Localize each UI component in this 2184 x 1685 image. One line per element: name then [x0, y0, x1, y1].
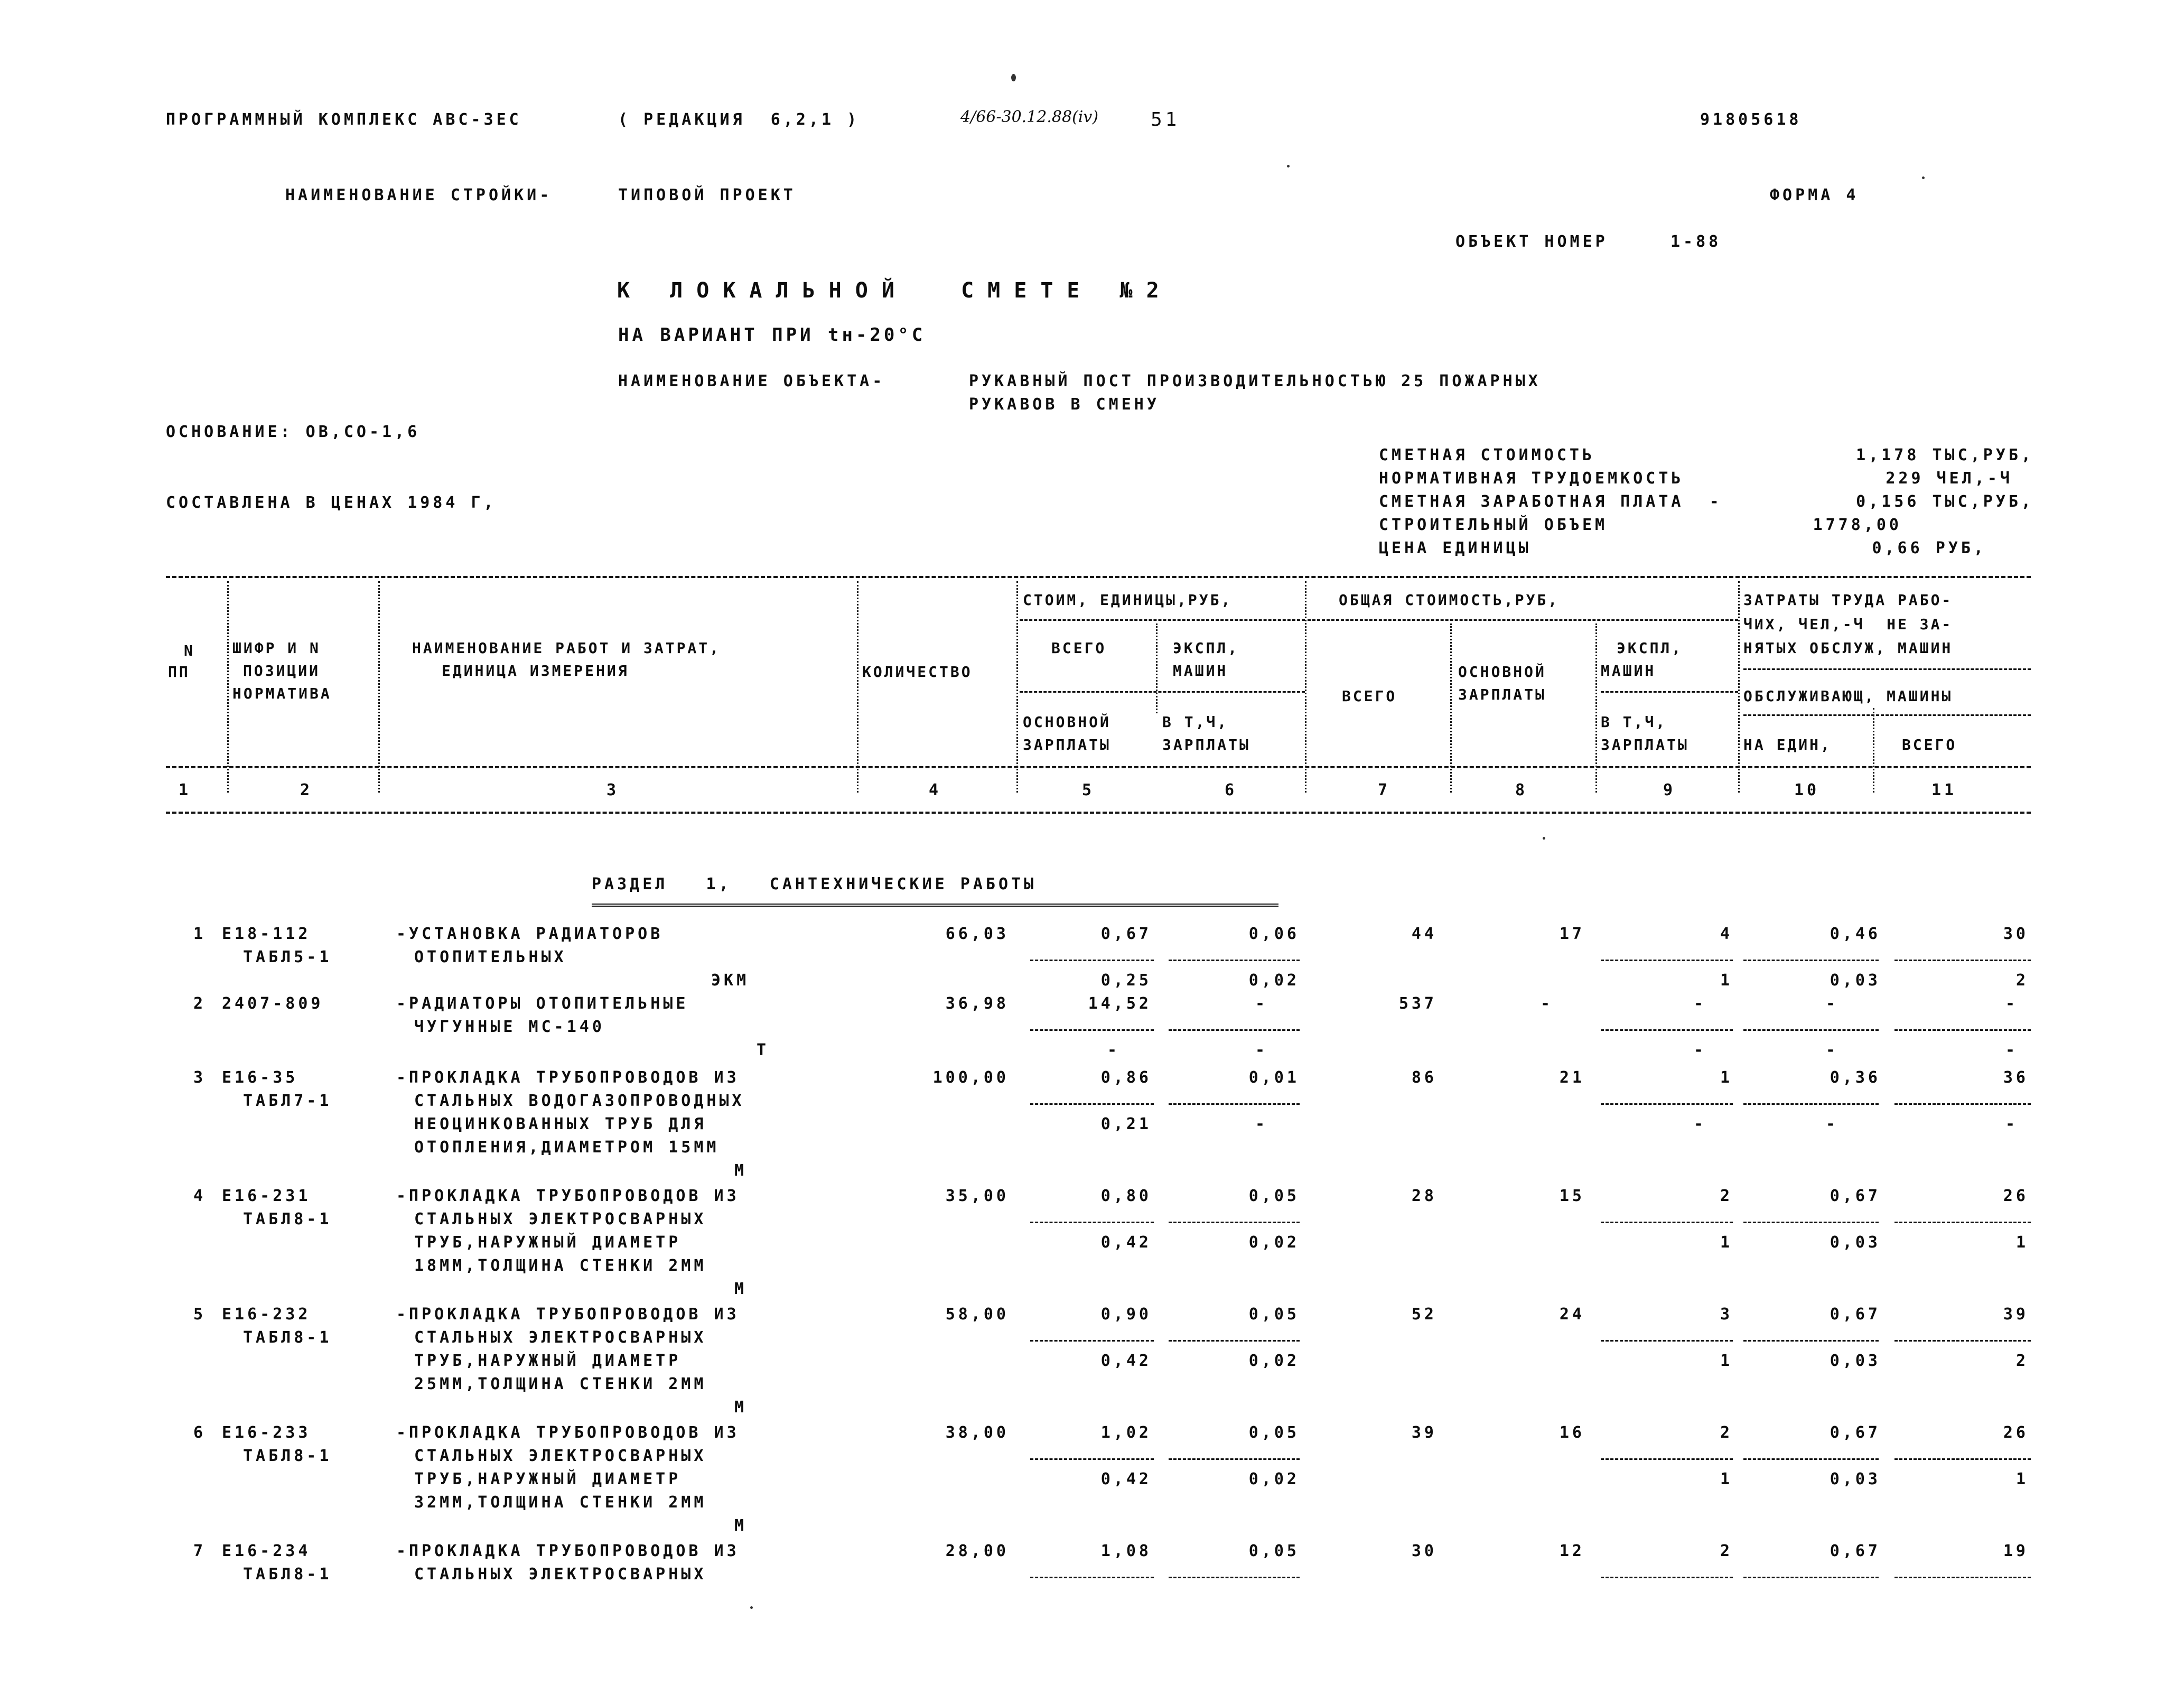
column-number: 4: [928, 781, 942, 799]
row-total-wages: 16: [1559, 1423, 1585, 1442]
row-name: СТАЛЬНЫХ ЭЛЕКТРОСВАРНЫХ: [414, 1328, 707, 1347]
row-number: 4: [193, 1187, 206, 1205]
row-name: 32ММ,ТОЛЩИНА СТЕНКИ 2ММ: [414, 1493, 707, 1512]
row-total-machine-wages: -: [1693, 1115, 1706, 1133]
row-total-machines: 2: [1720, 1187, 1733, 1205]
row-name: СТАЛЬНЫХ ЭЛЕКТРОСВАРНЫХ: [414, 1565, 707, 1584]
row-code-table: ТАБЛ8-1: [243, 1328, 332, 1347]
row-unit-cost-machines: 0,05: [1248, 1423, 1300, 1442]
row-sub-rule: [1169, 1577, 1300, 1578]
row-unit: М: [734, 1161, 748, 1180]
row-unit-wages: 0,21: [1100, 1115, 1152, 1133]
edition-handwritten-note: 4/66-30.12.88(iv): [960, 108, 1099, 126]
row-name: 25ММ,ТОЛЩИНА СТЕНКИ 2ММ: [414, 1375, 707, 1393]
row-code-table: ТАБЛ8-1: [243, 1565, 332, 1584]
row-name: ЧУГУННЫЕ МС-140: [414, 1018, 605, 1036]
col8-header: ОСНОВНОЙ: [1458, 663, 1546, 681]
row-name: ТРУБ,НАРУЖНЫЙ ДИАМЕТР: [414, 1470, 682, 1488]
row-machine-labor-per-unit: 0,03: [1830, 1470, 1881, 1488]
col11-header: ВСЕГО: [1902, 736, 1957, 753]
row-labor-total: 30: [2003, 925, 2029, 943]
col10-11-subheader: ОБСЛУЖИВАЮЩ, МАШИНЫ: [1743, 687, 1953, 705]
row-number: 5: [193, 1305, 206, 1324]
row-qty: 28,00: [945, 1542, 1009, 1560]
row-machine-labor-per-unit: 0,03: [1830, 1233, 1881, 1252]
row-sub-rule: [1601, 1458, 1733, 1460]
row-sub-rule: [1743, 1577, 1879, 1578]
row-name: -ПРОКЛАДКА ТРУБОПРОВОДОВ ИЗ: [396, 1068, 740, 1087]
scan-speck: [1011, 74, 1016, 81]
row-machine-labor-total: 1: [2015, 1233, 2029, 1252]
row-name: СТАЛЬНЫХ ЭЛЕКТРОСВАРНЫХ: [414, 1210, 707, 1228]
row-total-machines: 2: [1720, 1423, 1733, 1442]
row-unit-cost-machines: 0,05: [1248, 1305, 1300, 1324]
row-total-wages: -: [1540, 994, 1553, 1013]
row-unit-cost-machines: -: [1255, 994, 1268, 1013]
row-name: СТАЛЬНЫХ ЭЛЕКТРОСВАРНЫХ: [414, 1447, 707, 1465]
scan-speck: [1922, 176, 1925, 179]
col9-header: ЭКСПЛ,: [1617, 639, 1683, 657]
row-name: ТРУБ,НАРУЖНЫЙ ДИАМЕТР: [414, 1233, 682, 1252]
row-name: -ПРОКЛАДКА ТРУБОПРОВОДОВ ИЗ: [396, 1187, 740, 1205]
row-total-wages: 21: [1559, 1068, 1585, 1087]
row-name: ТРУБ,НАРУЖНЫЙ ДИАМЕТР: [414, 1352, 682, 1370]
row-total-wages: 24: [1559, 1305, 1585, 1324]
row-total-machine-wages: 1: [1720, 1233, 1733, 1252]
row-name: -УСТАНОВКА РАДИАТОРОВ: [396, 925, 664, 943]
page-number: 51: [1151, 109, 1180, 131]
construction-value: ТИПОВОЙ ПРОЕКТ: [618, 186, 796, 204]
summary-value: 0,66 РУБ,: [1872, 539, 1986, 557]
col2-header: ПОЗИЦИИ: [243, 662, 321, 679]
row-sub-rule: [1030, 1340, 1154, 1342]
row-total-wages: 17: [1559, 925, 1585, 943]
prices-year: СОСТАВЛЕНА В ЦЕНАХ 1984 Г,: [166, 494, 497, 512]
row-total-wages: 15: [1559, 1187, 1585, 1205]
row-unit-cost-total: 1,02: [1100, 1423, 1152, 1442]
row-sub-rule: [1030, 1458, 1154, 1460]
row-code-table: ТАБЛ8-1: [243, 1447, 332, 1465]
row-unit-cost-machines: 0,01: [1248, 1068, 1300, 1087]
header-sub-rule: [1308, 619, 1738, 621]
header-sub-rule: [1601, 691, 1738, 693]
row-name: 18ММ,ТОЛЩИНА СТЕНКИ 2ММ: [414, 1256, 707, 1275]
row-sub-rule: [1894, 1103, 2031, 1105]
row-sub-rule: [1894, 1029, 2031, 1031]
scan-speck: [1543, 837, 1545, 840]
row-code: Е16-234: [222, 1542, 311, 1560]
row-sub-rule: [1030, 1029, 1154, 1031]
section-title: РАЗДЕЛ 1, САНТЕХНИЧЕСКИЕ РАБОТЫ: [592, 875, 1037, 893]
column-separator: [1305, 581, 1306, 793]
column-separator: [1016, 581, 1018, 793]
row-name: ОТОПИТЕЛЬНЫХ: [414, 948, 567, 966]
col6-header: ЭКСПЛ,: [1173, 639, 1239, 657]
row-unit-wages: 0,25: [1100, 971, 1152, 990]
row-unit-wages: 0,42: [1100, 1352, 1152, 1370]
row-total: 39: [1411, 1423, 1437, 1442]
summary-label: ЦЕНА ЕДИНИЦЫ: [1379, 539, 1532, 557]
row-unit-machine-wages: -: [1255, 1115, 1268, 1133]
row-sub-rule: [1169, 960, 1300, 961]
row-labor-total: -: [2005, 994, 2018, 1013]
col2-header: НОРМАТИВА: [232, 685, 332, 702]
row-number: 3: [193, 1068, 206, 1087]
summary-label: СМЕТНАЯ ЗАРАБОТНАЯ ПЛАТА -: [1379, 492, 1722, 511]
row-labor-total: 26: [2003, 1423, 2029, 1442]
col5-header: ОСНОВНОЙ: [1023, 713, 1111, 731]
row-total-machines: 4: [1720, 925, 1733, 943]
row-total-machine-wages: 1: [1720, 1470, 1733, 1488]
edition: ( РЕДАКЦИЯ 6,2,1 ): [618, 110, 860, 129]
row-sub-rule: [1030, 960, 1154, 961]
row-labor-total: 39: [2003, 1305, 2029, 1324]
header-bottom-rule: [166, 766, 2031, 768]
row-sub-rule: [1894, 1222, 2031, 1223]
row-code: 2407-809: [222, 994, 324, 1013]
col7-9-group-header: ОБЩАЯ СТОИМОСТЬ,РУБ,: [1339, 591, 1560, 609]
row-unit-cost-machines: 0,05: [1248, 1542, 1300, 1560]
summary-value: 1,178 ТЫС,РУБ,: [1856, 446, 2034, 464]
row-sub-rule: [1601, 1340, 1733, 1342]
row-sub-rule: [1601, 960, 1733, 961]
summary-label: НОРМАТИВНАЯ ТРУДОЕМКОСТЬ: [1379, 469, 1684, 488]
row-total-machine-wages: 1: [1720, 1352, 1733, 1370]
row-total: 30: [1411, 1542, 1437, 1560]
row-sub-rule: [1601, 1577, 1733, 1578]
col6-header: ЗАРПЛАТЫ: [1162, 736, 1250, 753]
column-number: 7: [1377, 781, 1391, 799]
row-sub-rule: [1169, 1103, 1300, 1105]
column-number: 11: [1931, 781, 1957, 799]
header-sub-rule: [1020, 691, 1305, 693]
row-labor-per-unit: -: [1825, 994, 1838, 1013]
col10-11-group-header: ЧИХ, ЧЕЛ,-Ч НЕ ЗА-: [1743, 616, 1953, 633]
row-sub-rule: [1743, 1458, 1879, 1460]
row-total: 44: [1411, 925, 1437, 943]
row-sub-rule: [1894, 1577, 2031, 1578]
basis: ОСНОВАНИЕ: ОВ,СО-1,6: [166, 423, 421, 441]
row-unit-cost-total: 14,52: [1088, 994, 1152, 1013]
row-labor-per-unit: 0,67: [1830, 1423, 1881, 1442]
row-unit-cost-total: 0,86: [1100, 1068, 1152, 1087]
row-total: 28: [1411, 1187, 1437, 1205]
summary-label: СТРОИТЕЛЬНЫЙ ОБЪЕМ: [1379, 516, 1608, 534]
row-total-machine-wages: 1: [1720, 971, 1733, 990]
doc-code: 91805618: [1700, 110, 1802, 129]
row-unit-machine-wages: 0,02: [1248, 971, 1300, 990]
header-sub-rule: [1743, 714, 2031, 716]
col10-11-group-header: НЯТЫХ ОБСЛУЖ, МАШИН: [1743, 639, 1953, 657]
column-separator: [1738, 581, 1740, 793]
table-top-rule: [166, 576, 2031, 578]
column-separator: [857, 581, 858, 793]
variant: НА ВАРИАНТ ПРИ tн-20°С: [618, 324, 926, 346]
col3-header: ЕДИНИЦА ИЗМЕРЕНИЯ: [442, 662, 629, 679]
row-code: Е16-231: [222, 1187, 311, 1205]
row-unit-wages: 0,42: [1100, 1470, 1152, 1488]
col2-header: ШИФР И N: [232, 639, 321, 657]
row-sub-rule: [1894, 1458, 2031, 1460]
row-total: 86: [1411, 1068, 1437, 1087]
summary-value: 1778,00: [1813, 516, 1902, 534]
row-qty: 58,00: [945, 1305, 1009, 1324]
row-name: НЕОЦИНКОВАННЫХ ТРУБ ДЛЯ: [414, 1115, 707, 1133]
column-number: 3: [606, 781, 620, 799]
column-number: 1: [178, 781, 192, 799]
summary-label: СМЕТНАЯ СТОИМОСТЬ: [1379, 446, 1595, 464]
row-sub-rule: [1743, 1222, 1879, 1223]
col4-header: КОЛИЧЕСТВО: [862, 663, 973, 681]
row-sub-rule: [1601, 1222, 1733, 1223]
row-labor-per-unit: 0,67: [1830, 1542, 1881, 1560]
row-qty: 35,00: [945, 1187, 1009, 1205]
row-labor-total: 19: [2003, 1542, 2029, 1560]
row-unit-machine-wages: 0,02: [1248, 1352, 1300, 1370]
row-total: 537: [1398, 994, 1437, 1013]
form-number: ФОРМА 4: [1770, 186, 1859, 204]
row-machine-labor-per-unit: -: [1825, 1115, 1838, 1133]
row-unit-machine-wages: 0,02: [1248, 1233, 1300, 1252]
row-sub-rule: [1169, 1458, 1300, 1460]
header-sub-rule: [1743, 668, 2031, 670]
col9-header: МАШИН: [1601, 662, 1656, 679]
row-code-table: ТАБЛ7-1: [243, 1092, 332, 1110]
col1-header: N: [184, 642, 195, 659]
column-number: 9: [1663, 781, 1676, 799]
col6-header: МАШИН: [1173, 662, 1228, 679]
row-sub-rule: [1030, 1222, 1154, 1223]
col9-header: В Т,Ч,: [1601, 713, 1667, 731]
scan-speck: [750, 1606, 753, 1609]
row-unit-cost-total: 0,90: [1100, 1305, 1152, 1324]
col10-header: НА ЕДИН,: [1743, 736, 1832, 753]
row-code-table: ТАБЛ5-1: [243, 948, 332, 966]
row-labor-total: 26: [2003, 1187, 2029, 1205]
row-total-machines: -: [1693, 994, 1706, 1013]
row-unit: М: [734, 1516, 748, 1535]
row-machine-labor-total: -: [2005, 1041, 2018, 1059]
column-separator: [227, 581, 229, 793]
col7-header: ВСЕГО: [1342, 687, 1397, 705]
row-sub-rule: [1743, 960, 1879, 961]
summary-value: 0,156 ТЫС,РУБ,: [1856, 492, 2034, 511]
row-unit-machine-wages: 0,02: [1248, 1470, 1300, 1488]
row-labor-per-unit: 0,46: [1830, 925, 1881, 943]
col10-11-group-header: ЗАТРАТЫ ТРУДА РАБО-: [1743, 591, 1953, 609]
row-sub-rule: [1169, 1222, 1300, 1223]
column-separator: [378, 581, 380, 793]
summary-value: 229 ЧЕЛ,-Ч: [1886, 469, 2013, 488]
col5-header: ЗАРПЛАТЫ: [1023, 736, 1111, 753]
row-unit-machine-wages: -: [1255, 1041, 1268, 1059]
object-name-line1: РУКАВНЫЙ ПОСТ ПРОИЗВОДИТЕЛЬНОСТЬЮ 25 ПОЖАРНЫХ: [969, 372, 1541, 390]
row-code-table: ТАБЛ8-1: [243, 1210, 332, 1228]
object-name-line2: РУКАВОВ В СМЕНУ: [969, 395, 1160, 414]
row-unit-wages: 0,42: [1100, 1233, 1152, 1252]
scan-speck: [1287, 165, 1290, 167]
row-machine-labor-per-unit: -: [1825, 1041, 1838, 1059]
row-number: 6: [193, 1423, 206, 1442]
row-sub-rule: [1894, 960, 2031, 961]
row-labor-total: 36: [2003, 1068, 2029, 1087]
row-sub-rule: [1030, 1103, 1154, 1105]
row-qty: 38,00: [945, 1423, 1009, 1442]
column-number: 10: [1794, 781, 1820, 799]
col6-header: В Т,Ч,: [1162, 713, 1229, 731]
row-name: -РАДИАТОРЫ ОТОПИТЕЛЬНЫЕ: [396, 994, 689, 1013]
row-labor-per-unit: 0,67: [1830, 1187, 1881, 1205]
row-machine-labor-total: 2: [2015, 1352, 2029, 1370]
row-machine-labor-total: -: [2005, 1115, 2018, 1133]
col5-header: ВСЕГО: [1051, 639, 1107, 657]
row-unit: ЭКМ: [711, 971, 750, 990]
row-machine-labor-total: 1: [2015, 1470, 2029, 1488]
row-unit-cost-machines: 0,05: [1248, 1187, 1300, 1205]
column-number: 5: [1081, 781, 1095, 799]
header-sub-rule: [1020, 619, 1305, 621]
column-number: 2: [300, 781, 313, 799]
column-separator: [1156, 623, 1158, 713]
row-name: -ПРОКЛАДКА ТРУБОПРОВОДОВ ИЗ: [396, 1305, 740, 1324]
col9-header: ЗАРПЛАТЫ: [1601, 736, 1689, 753]
row-sub-rule: [1169, 1029, 1300, 1031]
row-code: Е18-112: [222, 925, 311, 943]
row-total-machines: 1: [1720, 1068, 1733, 1087]
object-name-label: НАИМЕНОВАНИЕ ОБЪЕКТА-: [618, 372, 885, 390]
row-sub-rule: [1601, 1103, 1733, 1105]
row-code: Е16-233: [222, 1423, 311, 1442]
row-sub-rule: [1743, 1340, 1879, 1342]
row-sub-rule: [1743, 1103, 1879, 1105]
construction-label: НАИМЕНОВАНИЕ СТРОЙКИ-: [285, 186, 553, 204]
row-sub-rule: [1030, 1577, 1154, 1578]
row-labor-per-unit: 0,36: [1830, 1068, 1881, 1087]
row-total-wages: 12: [1559, 1542, 1585, 1560]
numbers-bottom-rule: [166, 812, 2031, 814]
row-sub-rule: [1169, 1340, 1300, 1342]
row-unit: Т: [757, 1041, 770, 1059]
row-total-machine-wages: -: [1693, 1041, 1706, 1059]
column-separator: [1873, 708, 1874, 793]
page-title: К ЛОКАЛЬНОЙ СМЕТЕ №2: [617, 278, 1173, 303]
row-code: Е16-35: [222, 1068, 298, 1087]
row-name: СТАЛЬНЫХ ВОДОГАЗОПРОВОДНЫХ: [414, 1092, 745, 1110]
object-number-value: 1-88: [1670, 232, 1722, 251]
column-number: 6: [1224, 781, 1238, 799]
row-number: 1: [193, 925, 206, 943]
row-machine-labor-per-unit: 0,03: [1830, 971, 1881, 990]
row-sub-rule: [1743, 1029, 1879, 1031]
section-underline: [592, 904, 1278, 907]
row-labor-per-unit: 0,67: [1830, 1305, 1881, 1324]
row-unit-cost-total: 1,08: [1100, 1542, 1152, 1560]
col8-header: ЗАРПЛАТЫ: [1458, 686, 1546, 703]
row-code: Е16-232: [222, 1305, 311, 1324]
row-unit-cost-total: 0,80: [1100, 1187, 1152, 1205]
col5-6-group-header: СТОИМ, ЕДИНИЦЫ,РУБ,: [1023, 591, 1233, 609]
row-total-machines: 2: [1720, 1542, 1733, 1560]
row-machine-labor-total: 2: [2015, 971, 2029, 990]
row-qty: 36,98: [945, 994, 1009, 1013]
row-unit-cost-total: 0,67: [1100, 925, 1152, 943]
row-sub-rule: [1601, 1029, 1733, 1031]
object-number-label: ОБЪЕКТ НОМЕР: [1455, 232, 1608, 251]
program-name: ПРОГРАММНЫЙ КОМПЛЕКС АВС-ЗЕС: [166, 110, 522, 129]
row-unit-cost-machines: 0,06: [1248, 925, 1300, 943]
row-total: 52: [1411, 1305, 1437, 1324]
row-qty: 66,03: [945, 925, 1009, 943]
row-unit-wages: -: [1107, 1041, 1120, 1059]
row-name: -ПРОКЛАДКА ТРУБОПРОВОДОВ ИЗ: [396, 1542, 740, 1560]
row-name: -ПРОКЛАДКА ТРУБОПРОВОДОВ ИЗ: [396, 1423, 740, 1442]
row-total-machines: 3: [1720, 1305, 1733, 1324]
row-number: 7: [193, 1542, 206, 1560]
col3-header: НАИМЕНОВАНИЕ РАБОТ И ЗАТРАТ,: [412, 639, 721, 657]
column-number: 8: [1515, 781, 1528, 799]
row-name: ОТОПЛЕНИЯ,ДИАМЕТРОМ 15ММ: [414, 1138, 720, 1157]
row-unit: М: [734, 1280, 748, 1298]
row-qty: 100,00: [932, 1068, 1009, 1087]
col1-header: ПП: [168, 663, 190, 681]
row-number: 2: [193, 994, 206, 1013]
row-sub-rule: [1894, 1340, 2031, 1342]
row-machine-labor-per-unit: 0,03: [1830, 1352, 1881, 1370]
row-unit: М: [734, 1398, 748, 1417]
